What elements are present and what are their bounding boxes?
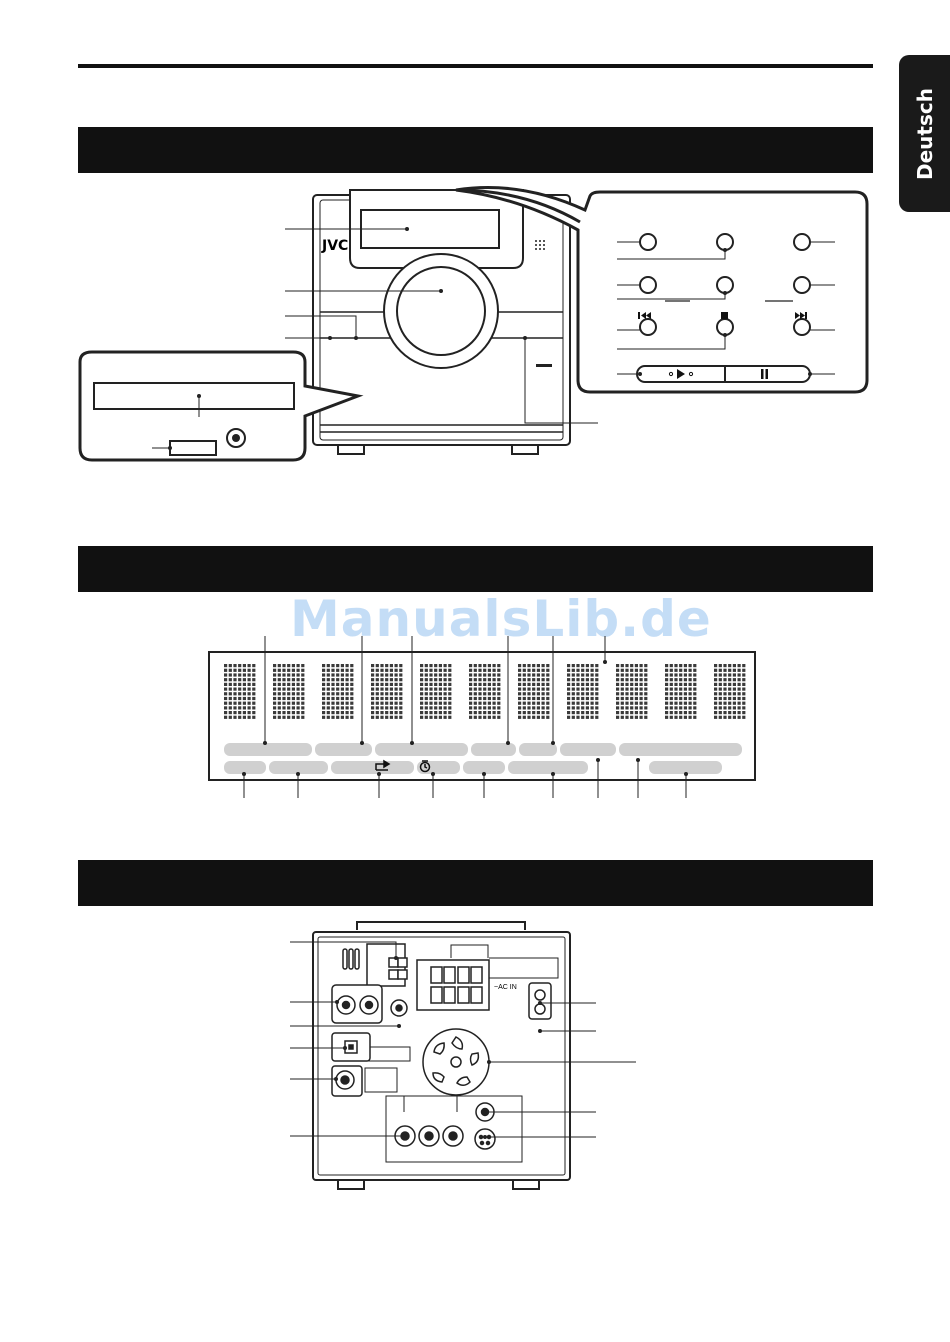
rear-left-foot [338, 1180, 364, 1189]
indicator-row-top [224, 743, 742, 756]
audio-input-jacks[interactable] [332, 985, 382, 1023]
ac-in-label: ~AC IN [494, 984, 517, 991]
volume-knob[interactable] [384, 254, 498, 368]
button-mid-center[interactable] [717, 277, 733, 293]
phones-label [170, 441, 216, 455]
disc-tray-inset [80, 352, 358, 460]
coaxial-jack[interactable] [332, 1066, 362, 1096]
stop-button[interactable] [717, 319, 733, 335]
header-rule [78, 64, 873, 68]
disc-slot [94, 383, 294, 409]
button-mid-right[interactable] [794, 277, 810, 293]
optical-input[interactable] [332, 1033, 370, 1061]
rear-right-foot [513, 1180, 539, 1189]
indicator-slit [536, 364, 552, 367]
display-window-diagram [0, 630, 950, 810]
stop-icon [721, 312, 728, 319]
left-foot [338, 445, 364, 454]
speaker-terminals[interactable] [417, 960, 489, 1010]
button-top-left[interactable] [640, 234, 656, 250]
button-mid-left[interactable] [640, 277, 656, 293]
display-frame [209, 652, 755, 780]
language-tab-label: Deutsch [912, 87, 937, 180]
rear-panel-diagram [0, 915, 950, 1205]
cooling-fan [423, 1029, 489, 1095]
button-top-right[interactable] [794, 234, 810, 250]
skip-back-button[interactable] [640, 319, 656, 335]
front-panel-diagram [0, 180, 950, 480]
button-top-center[interactable] [717, 234, 733, 250]
speaker-grille-dots [535, 240, 545, 250]
section-bar-display [78, 546, 873, 592]
section-bar-rear [78, 860, 873, 906]
play-pause-bar [637, 366, 810, 382]
skip-forward-button[interactable] [794, 319, 810, 335]
rear-vent-slots [343, 949, 359, 969]
subwoofer-out-jack[interactable] [391, 1000, 407, 1016]
section-bar-front [78, 127, 873, 173]
antenna-terminal[interactable] [367, 944, 407, 986]
right-foot [512, 445, 538, 454]
watermark: ManualsLib.de [290, 590, 712, 648]
jvc-logo: JVC [322, 238, 349, 254]
